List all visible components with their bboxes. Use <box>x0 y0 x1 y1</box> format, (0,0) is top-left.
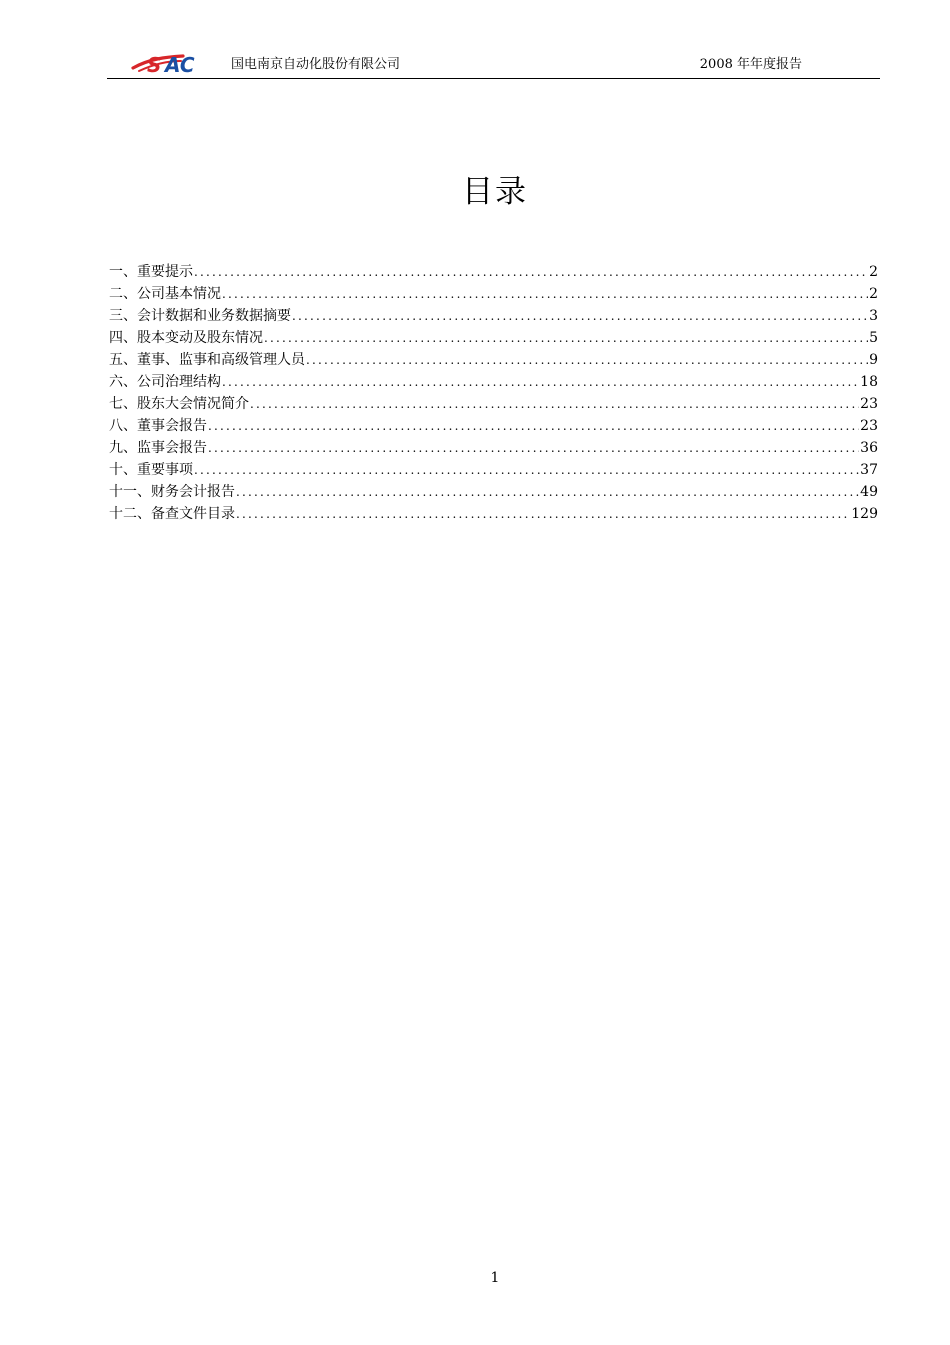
toc-item-page: 5 <box>869 330 878 346</box>
table-of-contents <box>109 261 878 525</box>
toc-item[interactable] <box>109 371 878 393</box>
toc-item[interactable] <box>109 415 878 437</box>
toc-item-page: 129 <box>851 506 878 522</box>
toc-dot-leader <box>306 349 868 371</box>
toc-dot-leader <box>208 437 859 459</box>
toc-dot-leader <box>222 283 868 305</box>
toc-item-title: 一、重要提示 <box>109 264 193 280</box>
toc-item-title: 十、重要事项 <box>109 462 193 478</box>
toc-item-page: 23 <box>860 396 878 412</box>
toc-item[interactable] <box>109 503 878 525</box>
toc-item-page: 2 <box>869 264 878 280</box>
toc-item-title: 六、公司治理结构 <box>109 374 221 390</box>
toc-item-page: 49 <box>860 484 878 500</box>
toc-item-page: 2 <box>869 286 878 302</box>
svg-text:AC: AC <box>165 53 195 75</box>
toc-item-page: 36 <box>860 440 878 456</box>
toc-item[interactable] <box>109 437 878 459</box>
toc-item[interactable] <box>109 327 878 349</box>
toc-item-page: 9 <box>869 352 878 368</box>
document-title: 目录 <box>462 174 528 210</box>
toc-item-title: 三、会计数据和业务数据摘要 <box>109 308 291 324</box>
sac-logo <box>129 51 225 75</box>
toc-dot-leader <box>292 305 868 327</box>
svg-text:S: S <box>147 53 162 75</box>
toc-item-title: 七、股东大会情况简介 <box>109 396 249 412</box>
toc-dot-leader <box>236 481 859 503</box>
toc-dot-leader <box>194 459 859 481</box>
toc-dot-leader <box>236 503 850 525</box>
toc-item-title: 二、公司基本情况 <box>109 286 221 302</box>
toc-item-title: 十二、备查文件目录 <box>109 506 235 522</box>
toc-item[interactable] <box>109 261 878 283</box>
toc-dot-leader <box>250 393 859 415</box>
toc-item-page: 37 <box>860 462 878 478</box>
page-number: 1 <box>490 1270 500 1286</box>
toc-item-title: 五、董事、监事和高级管理人员 <box>109 352 305 368</box>
toc-item-title: 四、股本变动及股东情况 <box>109 330 263 346</box>
toc-item-title: 九、监事会报告 <box>109 440 207 456</box>
toc-dot-leader <box>208 415 859 437</box>
toc-dot-leader <box>222 371 859 393</box>
toc-item[interactable] <box>109 349 878 371</box>
toc-item-title: 八、董事会报告 <box>109 418 207 434</box>
page-header <box>107 48 880 79</box>
toc-item[interactable] <box>109 459 878 481</box>
toc-item[interactable] <box>109 481 878 503</box>
toc-item-page: 3 <box>869 308 878 324</box>
toc-item-page: 23 <box>860 418 878 434</box>
toc-item[interactable] <box>109 283 878 305</box>
toc-item[interactable] <box>109 393 878 415</box>
toc-item[interactable] <box>109 305 878 327</box>
toc-item-page: 18 <box>860 374 878 390</box>
company-name: 国电南京自动化股份有限公司 <box>231 57 401 72</box>
toc-item-title: 十一、财务会计报告 <box>109 484 235 500</box>
toc-dot-leader <box>194 261 868 283</box>
toc-dot-leader <box>264 327 868 349</box>
report-name: 2008 年年度报告 <box>699 57 802 72</box>
